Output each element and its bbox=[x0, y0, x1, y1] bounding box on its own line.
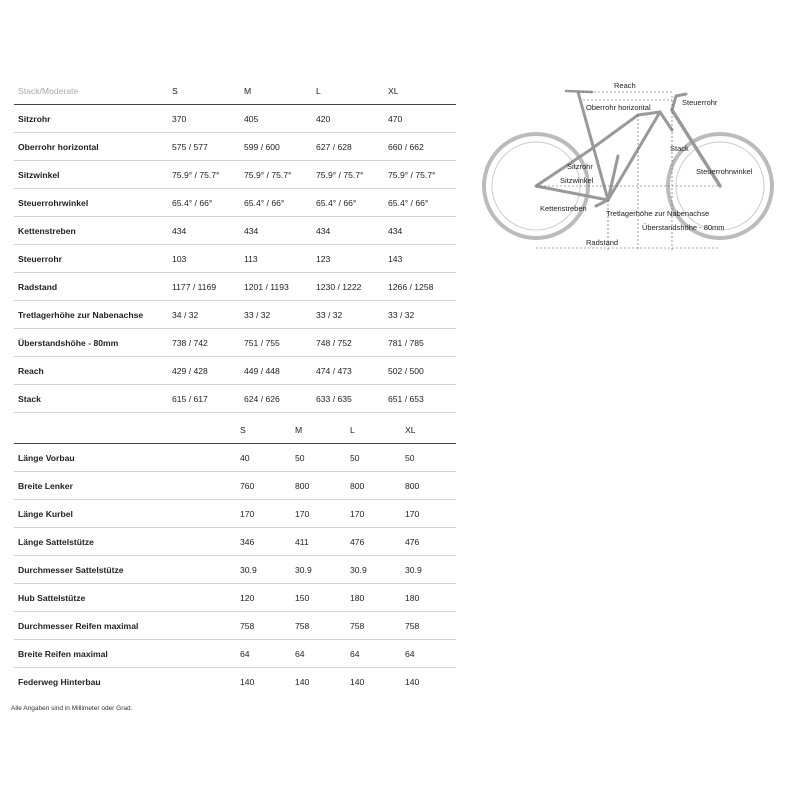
geometry-cell: 615 / 617 bbox=[168, 385, 240, 413]
components-cell: 758 bbox=[236, 612, 291, 640]
label-kettenstreben: Kettenstreben bbox=[540, 204, 587, 213]
label-reach: Reach bbox=[614, 81, 636, 90]
geometry-cell: 502 / 500 bbox=[384, 357, 456, 385]
geometry-cell: 748 / 752 bbox=[312, 329, 384, 357]
components-row-label: Breite Lenker bbox=[14, 472, 236, 500]
geometry-row bbox=[14, 385, 456, 413]
geometry-table bbox=[14, 77, 456, 413]
components-cell: 758 bbox=[346, 612, 401, 640]
components-row-label: Länge Vorbau bbox=[14, 444, 236, 472]
geometry-cell: 660 / 662 bbox=[384, 133, 456, 161]
components-row-label: Breite Reifen maximal bbox=[14, 640, 236, 668]
components-cell: 50 bbox=[401, 444, 456, 472]
crank bbox=[596, 200, 608, 206]
components-row-label: Federweg Hinterbau bbox=[18, 676, 101, 687]
geometry-cell: 1177 / 1169 bbox=[168, 273, 240, 301]
geometry-cell: 429 / 428 bbox=[168, 357, 240, 385]
geometry-row bbox=[14, 245, 456, 273]
bike-geometry-diagram bbox=[478, 70, 778, 260]
geometry-cell: 103 bbox=[168, 245, 240, 273]
geometry-cell: 33 / 32 bbox=[312, 301, 384, 329]
label-sitzwinkel: Sitzwinkel bbox=[560, 176, 594, 185]
components-cell: 64 bbox=[236, 640, 291, 668]
geometry-row-label: Kettenstreben bbox=[14, 217, 168, 245]
components-row bbox=[14, 668, 456, 696]
geometry-cell: 420 bbox=[312, 105, 384, 133]
seatpost bbox=[578, 92, 583, 110]
geometry-cell: 34 / 32 bbox=[168, 301, 240, 329]
label-tretlager: Tretlagerhöhe zur Nabenachse bbox=[606, 209, 710, 218]
geometry-row-label: Sitzwinkel bbox=[14, 161, 168, 189]
geometry-header-xl: XL bbox=[384, 77, 456, 105]
geometry-cell: 633 / 635 bbox=[312, 385, 384, 413]
components-row bbox=[14, 444, 456, 472]
components-cell: 170 bbox=[236, 500, 291, 528]
label-radstand: Radstand bbox=[586, 238, 619, 247]
geometry-cell: 434 bbox=[384, 217, 456, 245]
geometry-cell: 474 / 473 bbox=[312, 357, 384, 385]
geometry-row bbox=[14, 273, 456, 301]
geometry-cell: 65.4° / 66° bbox=[384, 189, 456, 217]
label-steuerrohr: Steuerrohr bbox=[682, 98, 718, 107]
geometry-cell: 751 / 755 bbox=[240, 329, 312, 357]
components-cell: 40 bbox=[236, 444, 291, 472]
geometry-row-label: Tretlagerhöhe zur Nabenachse bbox=[14, 301, 168, 329]
frame-shape bbox=[536, 110, 672, 200]
geometry-row-label: Überstandshöhe - 80mm bbox=[14, 329, 168, 357]
geometry-cell: 75.9° / 75.7° bbox=[240, 161, 312, 189]
components-cell: 140 bbox=[405, 676, 420, 687]
geometry-cell: 33 / 32 bbox=[240, 301, 312, 329]
components-cell: 411 bbox=[291, 528, 346, 556]
label-sitzrohr: Sitzrohr bbox=[567, 162, 593, 171]
geometry-row-label: Radstand bbox=[14, 273, 168, 301]
components-row bbox=[14, 500, 456, 528]
components-cell: 64 bbox=[291, 640, 346, 668]
components-cell: 120 bbox=[236, 584, 291, 612]
geometry-header-l: L bbox=[312, 77, 384, 105]
geometry-header-label: Stack/Moderate bbox=[14, 77, 168, 105]
components-cell: 180 bbox=[346, 584, 401, 612]
geometry-cell: 405 bbox=[240, 105, 312, 133]
components-cell: 476 bbox=[401, 528, 456, 556]
geometry-cell: 75.9° / 75.7° bbox=[168, 161, 240, 189]
geometry-cell: 143 bbox=[384, 245, 456, 273]
components-cell: 180 bbox=[401, 584, 456, 612]
components-cell: 170 bbox=[291, 500, 346, 528]
geometry-row-label: Oberrohr horizontal bbox=[14, 133, 168, 161]
components-cell: 758 bbox=[291, 612, 346, 640]
geometry-row bbox=[14, 217, 456, 245]
geometry-cell: 627 / 628 bbox=[312, 133, 384, 161]
label-oberrohr: Oberrohr horizontal bbox=[586, 103, 651, 112]
geometry-header-m: M bbox=[240, 77, 312, 105]
geometry-cell: 33 / 32 bbox=[384, 301, 456, 329]
label-ueberstand: Überstandshöhe - 80mm bbox=[642, 223, 725, 232]
components-cell: 346 bbox=[236, 528, 291, 556]
geometry-cell: 738 / 742 bbox=[168, 329, 240, 357]
components-row bbox=[14, 556, 456, 584]
components-cell: 64 bbox=[401, 640, 456, 668]
geometry-cell: 575 / 577 bbox=[168, 133, 240, 161]
components-row bbox=[14, 472, 456, 500]
geometry-cell: 1201 / 1193 bbox=[240, 273, 312, 301]
components-cell: 758 bbox=[401, 612, 456, 640]
components-cell: 150 bbox=[291, 584, 346, 612]
geometry-cell: 113 bbox=[240, 245, 312, 273]
components-row-label: Durchmesser Reifen maximal bbox=[14, 612, 236, 640]
geometry-cell: 1266 / 1258 bbox=[384, 273, 456, 301]
components-cell: 30.9 bbox=[401, 556, 456, 584]
components-cell: 30.9 bbox=[291, 556, 346, 584]
components-row bbox=[14, 584, 456, 612]
components-header-row bbox=[14, 416, 456, 444]
geometry-cell: 1230 / 1222 bbox=[312, 273, 384, 301]
geometry-row bbox=[14, 357, 456, 385]
components-cell: 170 bbox=[346, 500, 401, 528]
components-table bbox=[14, 416, 456, 695]
footnote: Alle Angaben sind in Millimeter oder Grad. bbox=[11, 705, 133, 712]
label-stack: Stack bbox=[670, 144, 689, 153]
components-header-label bbox=[14, 416, 236, 444]
components-row-label: Länge Kurbel bbox=[14, 500, 236, 528]
label-steuerrohrwinkel: Steuerrohrwinkel bbox=[696, 167, 753, 176]
geometry-row-label: Steuerrohrwinkel bbox=[14, 189, 168, 217]
components-cell: 800 bbox=[291, 472, 346, 500]
components-cell: 760 bbox=[236, 472, 291, 500]
geometry-cell: 449 / 448 bbox=[240, 357, 312, 385]
geometry-cell: 599 / 600 bbox=[240, 133, 312, 161]
geometry-row bbox=[14, 329, 456, 357]
components-cell: 140 bbox=[240, 676, 255, 687]
components-cell: 800 bbox=[401, 472, 456, 500]
components-cell: 140 bbox=[295, 676, 310, 687]
geometry-cell: 75.9° / 75.7° bbox=[384, 161, 456, 189]
geometry-row bbox=[14, 161, 456, 189]
components-header-l: L bbox=[346, 416, 401, 444]
components-cell: 170 bbox=[401, 500, 456, 528]
components-cell: 50 bbox=[346, 444, 401, 472]
components-header-s: S bbox=[236, 416, 291, 444]
components-cell: 800 bbox=[346, 472, 401, 500]
components-header-m: M bbox=[291, 416, 346, 444]
geometry-cell: 651 / 653 bbox=[384, 385, 456, 413]
geometry-row-label: Steuerrohr bbox=[14, 245, 168, 273]
geometry-row-label: Stack bbox=[14, 385, 168, 413]
geometry-row-label: Sitzrohr bbox=[14, 105, 168, 133]
components-cell: 64 bbox=[346, 640, 401, 668]
geometry-cell: 65.4° / 66° bbox=[240, 189, 312, 217]
components-row-label: Länge Sattelstütze bbox=[14, 528, 236, 556]
geometry-row bbox=[14, 133, 456, 161]
components-cell: 30.9 bbox=[346, 556, 401, 584]
geometry-cell: 470 bbox=[384, 105, 456, 133]
geometry-cell: 434 bbox=[168, 217, 240, 245]
geometry-cell: 434 bbox=[312, 217, 384, 245]
components-row bbox=[14, 612, 456, 640]
components-row bbox=[14, 640, 456, 668]
geometry-header-row bbox=[14, 77, 456, 105]
components-cell: 50 bbox=[291, 444, 346, 472]
geometry-cell: 781 / 785 bbox=[384, 329, 456, 357]
components-cell: 476 bbox=[346, 528, 401, 556]
geometry-row-label: Reach bbox=[14, 357, 168, 385]
components-row bbox=[14, 528, 456, 556]
components-row-label: Hub Sattelstütze bbox=[14, 584, 236, 612]
geometry-cell: 370 bbox=[168, 105, 240, 133]
geometry-header-s: S bbox=[168, 77, 240, 105]
components-cell: 140 bbox=[350, 676, 365, 687]
components-cell: 30.9 bbox=[236, 556, 291, 584]
geometry-row bbox=[14, 105, 456, 133]
geometry-cell: 434 bbox=[240, 217, 312, 245]
components-row-label: Durchmesser Sattelstütze bbox=[14, 556, 236, 584]
components-header-xl: XL bbox=[401, 416, 456, 444]
geometry-row bbox=[14, 189, 456, 217]
geometry-cell: 624 / 626 bbox=[240, 385, 312, 413]
geometry-cell: 75.9° / 75.7° bbox=[312, 161, 384, 189]
geometry-cell: 123 bbox=[312, 245, 384, 273]
geometry-cell: 65.4° / 66° bbox=[168, 189, 240, 217]
geometry-row bbox=[14, 301, 456, 329]
geometry-cell: 65.4° / 66° bbox=[312, 189, 384, 217]
